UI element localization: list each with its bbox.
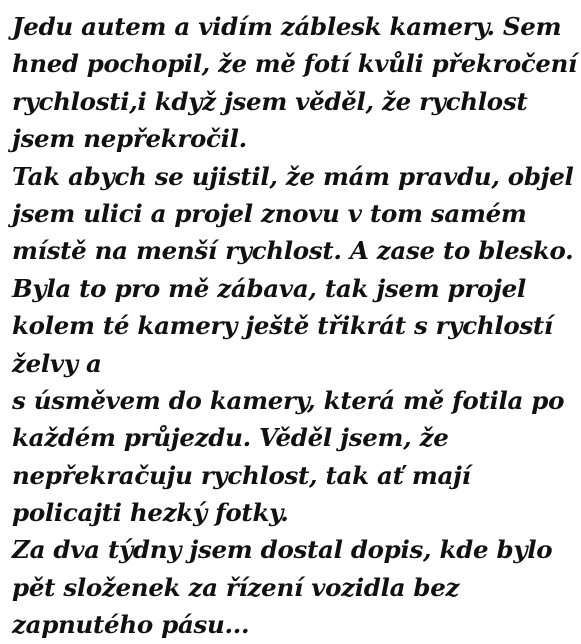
story-line: s úsměvem do kamery, která mě fotila po [12,385,565,415]
story-line: Jedu autem a vidím záblesk kamery. Sem [12,12,562,41]
story-line: místě na menší rychlost. A zase to blesko. [12,236,574,266]
story-line: pět složenek za řízení vozidla bez [12,572,460,602]
story-line: kolem té kamery ještě třikrát s rychlostí [12,311,553,341]
story-line: želvy a [12,348,102,378]
story-line: Byla to pro mě zábava, tak jsem projel [12,273,526,303]
story-line: Tak abych se ujistil, že mám pravdu, objel [12,161,574,191]
story-line: nepřekračuju rychlost, tak ať mají [12,460,471,490]
story-line: Za dva týdny jsem dostal dopis, kde bylo [12,535,553,565]
story-text [12,8,577,644]
story-line: jsem ulici a projel znovu v tom samém [12,198,527,228]
story-line: rychlosti,i když jsem věděl, že rychlost [12,86,528,116]
story-line: hned pochopil, že mě fotí kvůli překročení [12,49,577,79]
story-line: zapnutého pásu... [12,610,250,640]
story-line: policajti hezký fotky. [12,498,289,528]
story-line: každém průjezdu. Věděl jsem, že [12,423,449,453]
story-line: jsem nepřekročil. [12,124,247,154]
